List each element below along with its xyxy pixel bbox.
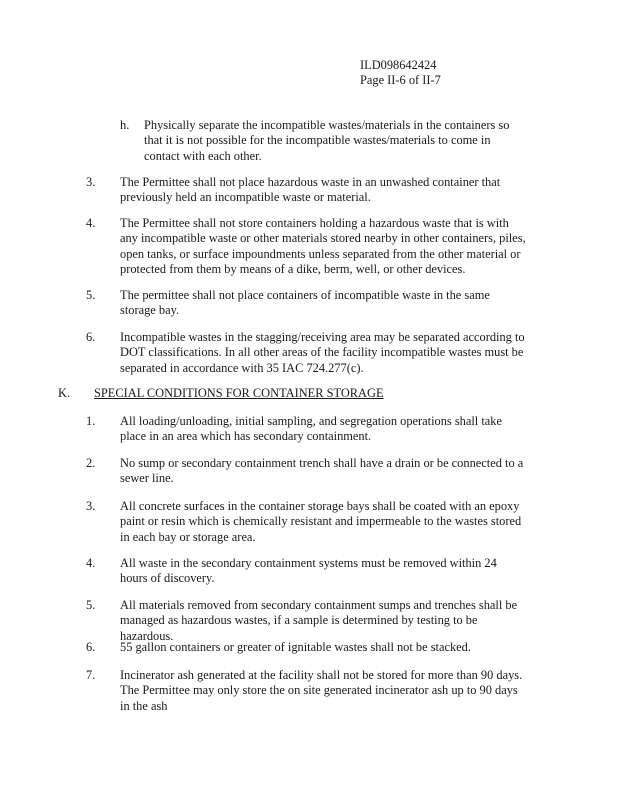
item-number: 4.: [86, 556, 96, 570]
item-number: 2.: [86, 456, 96, 470]
item-number: 1.: [86, 414, 96, 428]
condition-item: [86, 216, 526, 278]
item-text: All loading/unloading, initial sampling, and segregation operations shall take place in an area which has secondary containment.: [120, 414, 502, 444]
item-number: 5.: [86, 598, 96, 612]
item-text: No sump or secondary containment trench shall have a drain or be connected to a sewer line.: [120, 456, 524, 486]
sub-item-text: Physically separate the incompatible wastes/materials in the containers so that it is not possible for the incompatible wastes/materials to come in contact with each other.: [144, 118, 510, 163]
item-number: 7.: [86, 668, 96, 682]
condition-item: [86, 499, 526, 545]
item-text: Incompatible wastes in the stagging/receiving area may be separated according to DOT classifications. In all other areas of the facility incompatible wastes must be separated in accordance with 35 IAC 724.277(c).: [120, 330, 525, 375]
section-title: SPECIAL CONDITIONS FOR CONTAINER STORAGE: [94, 386, 384, 400]
page-header: [360, 58, 560, 89]
condition-item: [86, 175, 526, 206]
condition-item: [86, 598, 526, 644]
item-text: The permittee shall not place containers of incompatible waste in the same storage bay.: [120, 288, 490, 318]
item-number: 5.: [86, 288, 96, 302]
item-text: Incinerator ash generated at the facility shall not be stored for more than 90 days. The Permittee may only store the on site generated incinerator ash up to 90 days in the ash: [120, 668, 523, 713]
item-text: All concrete surfaces in the container storage bays shall be coated with an epoxy paint or resin which is chemically resistant and impermeable to the wastes stored in each bay or storage area.: [120, 499, 522, 544]
item-number: 6.: [86, 330, 96, 344]
condition-item: [86, 330, 526, 376]
condition-item: [86, 668, 526, 714]
item-text: All waste in the secondary containment systems must be removed within 24 hours of discovery.: [120, 556, 497, 586]
item-number: 6.: [86, 640, 96, 654]
item-text: 55 gallon containers or greater of ignitable wastes shall not be stacked.: [120, 640, 471, 654]
item-number: 3.: [86, 175, 96, 189]
item-number: 3.: [86, 499, 96, 513]
section-k-heading: [58, 386, 538, 401]
condition-item: [86, 414, 526, 445]
sub-item-label: h.: [120, 118, 130, 132]
sub-item-h: [120, 118, 526, 164]
condition-item: [86, 456, 526, 487]
page-reference: Page II-6 of II-7: [360, 73, 441, 88]
item-number: 4.: [86, 216, 96, 230]
condition-item: [86, 640, 526, 655]
item-text: The Permittee shall not store containers holding a hazardous waste that is with any incompatible waste or other materials stored nearby in other containers, piles, open tanks, or surface impoundments unless separated from the other material or protected from them by means of a dike, berm, well, or other devices.: [120, 216, 526, 277]
condition-item: [86, 556, 526, 587]
section-letter: K.: [58, 386, 71, 400]
condition-item: [86, 288, 526, 319]
document-id: ILD098642424: [360, 58, 437, 72]
item-text: The Permittee shall not place hazardous waste in an unwashed container that previously held an incompatible waste or material.: [120, 175, 501, 205]
item-text: All materials removed from secondary containment sumps and trenches shall be managed as hazardous wastes, if a sample is determined by testing to be hazardous.: [120, 598, 518, 643]
